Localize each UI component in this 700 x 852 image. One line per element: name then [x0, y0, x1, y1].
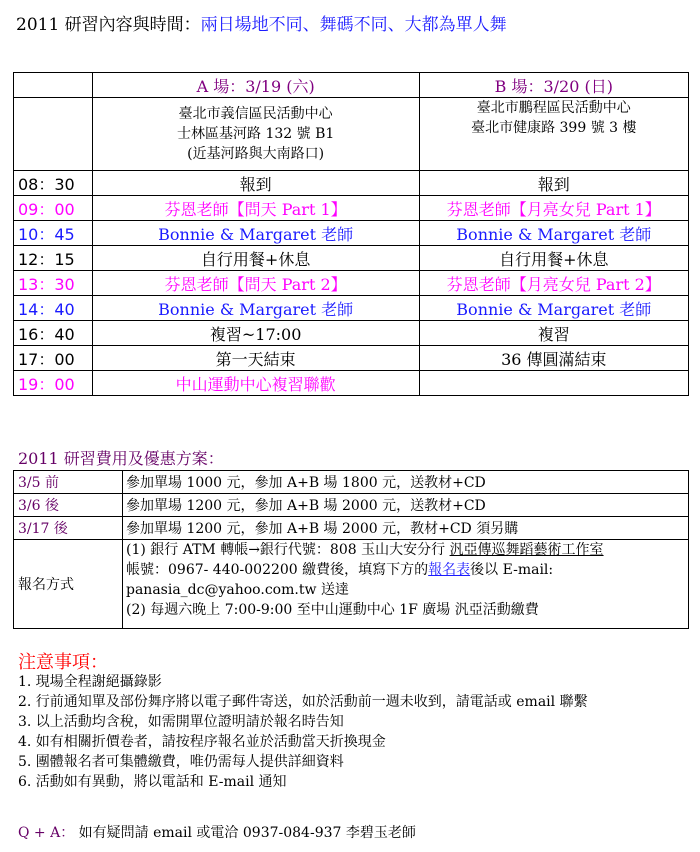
registration-email-label: 後以 E-mail:: [470, 562, 554, 578]
note-item: 2. 行前通知單及部份舞序將以電子郵件寄送，如於活動前一週未收到，請電話或 email 聯繫: [18, 694, 588, 710]
fee-row: [14, 494, 689, 517]
schedule-venue-corner: [14, 98, 93, 171]
schedule-time: 16：40: [14, 321, 93, 346]
fee-row: [14, 471, 689, 494]
qa-label: Q + A：: [18, 825, 75, 841]
schedule-a: Bonnie & Margaret 老師: [92, 296, 419, 321]
schedule-row: [14, 346, 689, 371]
schedule-b: 複習: [419, 321, 688, 346]
schedule-row: [14, 271, 689, 296]
venue-a-line1: 臺北市義信區民活動中心: [178, 106, 333, 122]
schedule-time: 10：45: [14, 221, 93, 246]
schedule-b: 報到: [419, 171, 688, 196]
venue-b-line2: 臺北市健康路 399 號 3 樓: [471, 120, 637, 136]
registration-line2: [126, 560, 688, 580]
schedule-time: 17：00: [14, 346, 93, 371]
registration-form-link[interactable]: 報名表: [428, 562, 471, 578]
schedule-b: 36 傳圓滿結束: [419, 346, 688, 371]
fee-key: 3/5 前: [14, 471, 123, 494]
registration-details: [123, 540, 689, 629]
venue-b-line1: 臺北市鵬程區民活動中心: [476, 100, 631, 116]
schedule-b: 芬恩老師【月亮女兒 Part 2】: [419, 271, 688, 296]
schedule-row: [14, 221, 689, 246]
schedule-b: Bonnie & Margaret 老師: [419, 296, 688, 321]
fees-title: 2011 研習費用及優惠方案：: [18, 449, 224, 468]
registration-line4: (2) 每週六晚上 7:00-9:00 至中山運動中心 1F 廣場 汎亞活動繳費: [126, 602, 539, 618]
page-title-highlight: 兩日場地不同、舞碼不同、大都為單人舞: [200, 15, 507, 35]
registration-bank: (1) 銀行 ATM 轉帳→銀行代號：808 玉山大安分行: [126, 542, 450, 558]
note-item: 6. 活動如有異動，將以電話和 E-mail 通知: [18, 774, 287, 790]
registration-email: panasia_dc@yahoo.com.tw 送達: [126, 582, 349, 598]
schedule-a: 報到: [92, 171, 419, 196]
schedule-row: [14, 321, 689, 346]
page-title-prefix: 2011 研習內容與時間：: [16, 15, 201, 35]
note-item: 3. 以上活動均含稅，如需開單位證明請於報名時告知: [18, 714, 344, 730]
venue-a-header: A 場：3/19 (六): [92, 73, 419, 98]
fee-value: 參加單場 1000 元，參加 A+B 場 1800 元，送教材+CD: [123, 471, 689, 494]
schedule-a: 複習~17:00: [92, 321, 419, 346]
registration-account-name: 汎亞傳巡舞蹈藝術工作室: [449, 542, 604, 558]
registration-account: 帳號：0967- 440-002200 繳費後，填寫下方的: [126, 562, 429, 578]
registration-key: 報名方式: [14, 540, 123, 629]
schedule-time: 09：00: [14, 196, 93, 221]
fees-table: [13, 470, 689, 629]
schedule-b: [419, 371, 688, 396]
fee-key: 3/6 後: [14, 494, 123, 517]
schedule-row: [14, 196, 689, 221]
schedule-time: 13：30: [14, 271, 93, 296]
venue-b-header: B 場：3/20 (日): [419, 73, 688, 98]
schedule-a: 芬恩老師【問天 Part 2】: [92, 271, 419, 296]
schedule-time: 14：40: [14, 296, 93, 321]
note-item: 1. 現場全程謝絕攝錄影: [18, 674, 162, 690]
qa-line: [18, 822, 416, 842]
schedule-a: 芬恩老師【問天 Part 1】: [92, 196, 419, 221]
note-item: 4. 如有相關折價卷者，請按程序報名並於活動當天折換現金: [18, 734, 386, 750]
notes-list: [18, 672, 588, 792]
schedule-a: 第一天結束: [92, 346, 419, 371]
schedule-b: Bonnie & Margaret 老師: [419, 221, 688, 246]
schedule-a: 自行用餐+休息: [92, 246, 419, 271]
note-item: 5. 團體報名者可集體繳費，唯仍需每人提供詳細資料: [18, 754, 344, 770]
venue-a-line2: 士林區基河路 132 號 B1: [177, 126, 335, 142]
fee-value: 參加單場 1200 元，參加 A+B 場 2000 元，送教材+CD: [123, 494, 689, 517]
schedule-table: [13, 72, 689, 396]
schedule-venue-row: [14, 98, 689, 171]
schedule-time: 12：15: [14, 246, 93, 271]
schedule-a: 中山運動中心複習聯歡: [92, 371, 419, 396]
schedule-time: 19：00: [14, 371, 93, 396]
schedule-row: [14, 296, 689, 321]
registration-line1: [126, 540, 688, 560]
schedule-row: [14, 171, 689, 196]
schedule-b: 自行用餐+休息: [419, 246, 688, 271]
fee-value: 參加單場 1200 元，參加 A+B 場 2000 元，教材+CD 須另購: [123, 517, 689, 540]
qa-text: 如有疑問請 email 或電洽 0937-084-937 李碧玉老師: [74, 825, 416, 841]
schedule-header-corner: [14, 73, 93, 98]
venue-b-address: [419, 98, 688, 171]
schedule-time: 08：30: [14, 171, 93, 196]
venue-a-address: [92, 98, 419, 171]
page-title: [16, 10, 507, 35]
venue-a-line3: (近基河路與大南路口): [187, 146, 325, 162]
fee-row: [14, 517, 689, 540]
schedule-row: [14, 371, 689, 396]
fee-key: 3/17 後: [14, 517, 123, 540]
schedule-row: [14, 246, 689, 271]
registration-row: [14, 540, 689, 629]
schedule-b: 芬恩老師【月亮女兒 Part 1】: [419, 196, 688, 221]
notes-title: 注意事項：: [18, 652, 108, 673]
schedule-a: Bonnie & Margaret 老師: [92, 221, 419, 246]
schedule-header-row: [14, 73, 689, 98]
